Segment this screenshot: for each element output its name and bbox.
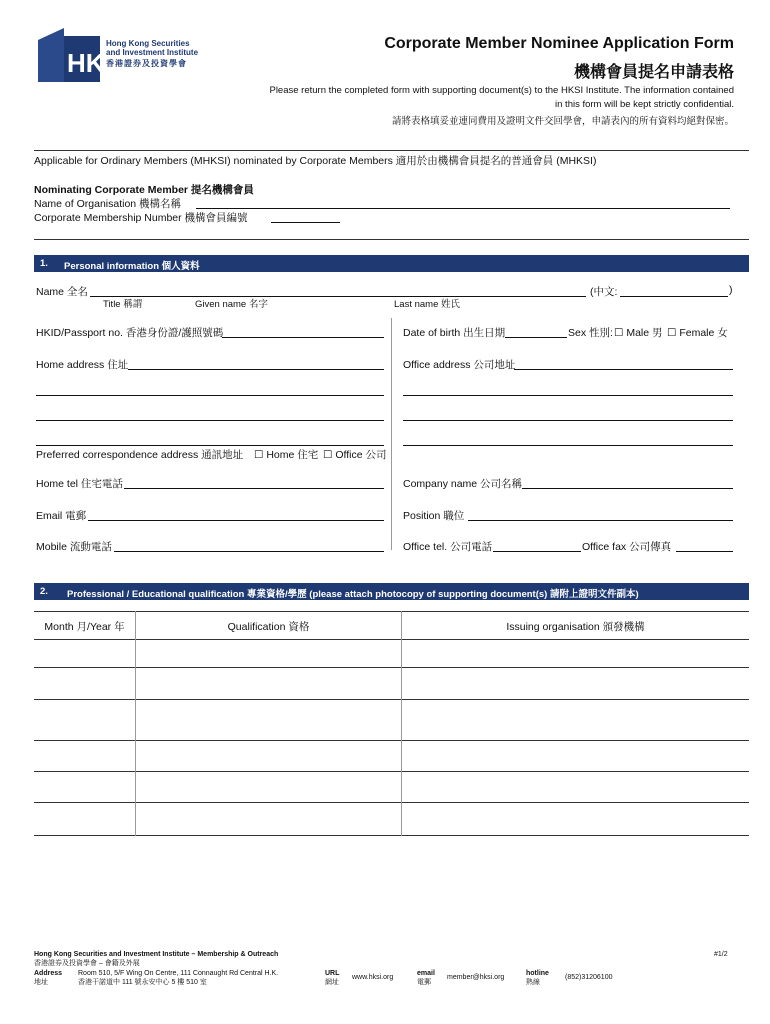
name-field[interactable]: [90, 296, 586, 297]
footer-url[interactable]: www.hksi.org: [352, 974, 394, 981]
footer-url-label-zh: 網址: [325, 979, 339, 986]
footer-hotline-label-zh: 熱線: [526, 979, 540, 986]
office-fax-field[interactable]: [676, 551, 733, 552]
dob-field[interactable]: [505, 337, 567, 338]
logo-name-en: Hong Kong Securities and Investment Institute: [106, 39, 199, 57]
office-tel-field[interactable]: [493, 551, 581, 552]
form-title-en: Corporate Member Nominee Application Form: [384, 35, 734, 52]
given-name-sublabel: Given name 名字: [195, 299, 268, 310]
section-2-number: 2.: [40, 586, 48, 597]
home-tel-field[interactable]: [124, 488, 384, 489]
logo-name-zh: 香港證券及投資學會: [106, 59, 187, 68]
company-name-label: Company name 公司名稱: [403, 478, 523, 490]
return-note-en-2: in this form will be kept strictly confidential.: [555, 99, 734, 110]
applicable-note: Applicable for Ordinary Members (MHKSI) nominated by Corporate Members 適用於由機構會員提名的普通會員 (MHKSI): [34, 155, 597, 167]
footer-url-label-en: URL: [325, 970, 340, 977]
home-address-field-1[interactable]: [128, 369, 384, 370]
column-header-issuing-organisation: Issuing organisation 頒發機構: [506, 621, 645, 633]
footer-address-label-zh: 地址: [34, 979, 48, 986]
nominating-divider: [34, 239, 749, 240]
hkid-label: HKID/Passport no. 香港身份證/護照號碼: [36, 327, 224, 339]
name-label: Name 全名: [36, 286, 88, 298]
hkid-field[interactable]: [222, 337, 384, 338]
mobile-label: Mobile 流動電話: [36, 541, 112, 553]
office-fax-label: Office fax 公司傳真: [582, 541, 672, 553]
footer-hotline: (852)31206100: [565, 974, 613, 981]
footer-email-label-en: email: [417, 970, 435, 977]
position-label: Position 職位: [403, 510, 465, 522]
home-address-field-4[interactable]: [36, 445, 384, 446]
home-address-label: Home address 住址: [36, 359, 129, 371]
office-address-field-2[interactable]: [403, 395, 733, 396]
email-field[interactable]: [88, 520, 384, 521]
chinese-name-close: ): [729, 284, 733, 296]
nominating-heading: Nominating Corporate Member 提名機構會員: [34, 184, 254, 196]
organisation-label: Name of Organisation 機構名稱: [34, 198, 182, 210]
position-field[interactable]: [468, 520, 733, 521]
title-sublabel: Title 稱謂: [103, 299, 143, 310]
office-address-label: Office address 公司地址: [403, 359, 516, 371]
office-address-field-4[interactable]: [403, 445, 733, 446]
checkbox-icon[interactable]: ☐: [323, 449, 333, 461]
home-tel-label: Home tel 住宅電話: [36, 478, 123, 490]
office-address-field-3[interactable]: [403, 420, 733, 421]
logo-mark-text: HKSI: [67, 48, 130, 78]
column-header-month-year: Month 月/Year 年: [44, 621, 125, 633]
membership-number-label: Corporate Membership Number 機構會員編號: [34, 212, 248, 224]
table-grid: [34, 611, 749, 837]
membership-number-field[interactable]: [271, 222, 340, 223]
checkbox-icon[interactable]: ☐: [667, 327, 677, 339]
checkbox-icon[interactable]: ☐: [254, 449, 264, 461]
return-note-zh: 請將表格填妥並連同費用及證明文件交回學會，申請表內的所有資料均絕對保密。: [391, 116, 734, 127]
column-divider: [391, 318, 392, 550]
preferred-home-option[interactable]: ☐ Home 住宅: [254, 449, 319, 461]
office-tel-label: Office tel. 公司電話: [403, 541, 493, 553]
section-2-header: [34, 583, 749, 600]
office-address-field-1[interactable]: [514, 369, 733, 370]
sex-label: Sex 性別:: [568, 327, 613, 339]
return-note-en-1: Please return the completed form with supporting document(s) to the HKSI Institute. The information contained: [269, 85, 734, 96]
preferred-office-option[interactable]: ☐ Office 公司: [323, 449, 387, 461]
checkbox-icon[interactable]: ☐: [614, 327, 624, 339]
company-name-field[interactable]: [522, 488, 733, 489]
preferred-address-label: Preferred correspondence address 通訊地址: [36, 449, 244, 461]
dob-label: Date of birth 出生日期: [403, 327, 506, 339]
male-option[interactable]: ☐ Male 男: [614, 327, 663, 339]
footer-email-label-zh: 電郵: [417, 979, 431, 986]
email-label: Email 電郵: [36, 510, 87, 522]
section-1-header: [34, 255, 749, 272]
chinese-name-open: (中文:: [590, 286, 618, 298]
footer-org-en: Hong Kong Securities and Investment Institute – Membership & Outreach: [34, 951, 279, 958]
section-1-number: 1.: [40, 258, 48, 269]
footer-address-en: Room 510, 5/F Wing On Centre, 111 Connaught Rd Central H.K.: [78, 970, 279, 977]
section-2-title: Professional / Educational qualification 專業資格/學歷 (please attach photocopy of supporting document(s) 請附上證明文件副本): [67, 589, 639, 600]
footer-address-label-en: Address: [34, 970, 63, 977]
home-address-field-3[interactable]: [36, 420, 384, 421]
column-header-qualification: Qualification 資格: [227, 621, 310, 633]
hksi-logo-icon: [34, 28, 130, 82]
form-title-zh: 機構會員提名申請表格: [573, 64, 734, 81]
page-number: #1/2: [714, 951, 728, 958]
last-name-sublabel: Last name 姓氏: [394, 299, 460, 310]
footer-address-zh: 香港干諾道中 111 號永安中心 5 樓 510 室: [78, 979, 207, 986]
female-option[interactable]: ☐ Female 女: [667, 327, 728, 339]
footer-org-zh: 香港證券及投資學會 – 會籍及外展: [34, 960, 140, 967]
organisation-field[interactable]: [196, 208, 730, 209]
footer-hotline-label-en: hotline: [526, 970, 549, 977]
mobile-field[interactable]: [114, 551, 384, 552]
home-address-field-2[interactable]: [36, 395, 384, 396]
section-1-title: Personal information 個人資料: [64, 261, 200, 272]
footer-email[interactable]: member@hksi.org: [447, 974, 505, 981]
chinese-name-field[interactable]: [620, 296, 728, 297]
qualification-table: [34, 611, 749, 837]
hksi-logo: [34, 28, 206, 84]
header-divider: [34, 150, 749, 151]
